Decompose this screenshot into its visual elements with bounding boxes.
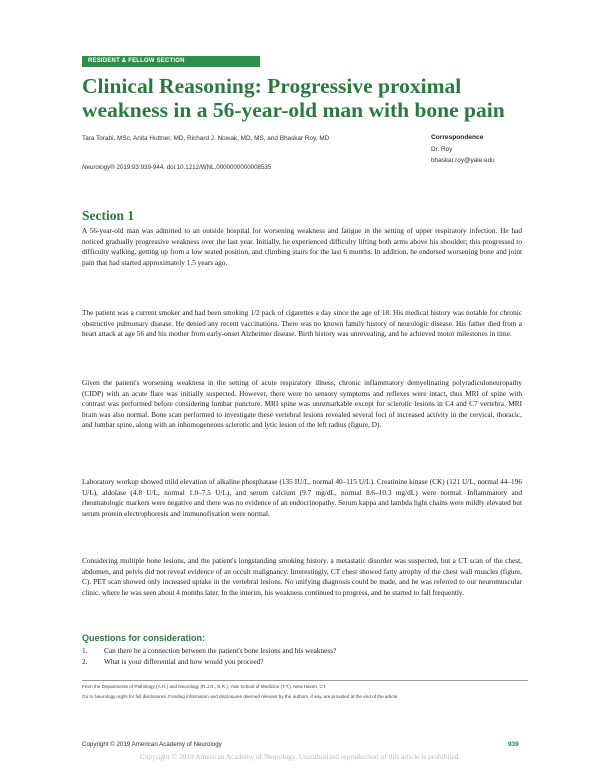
title-line-2: weakness in a 56-year-old man with bone pain — [82, 98, 505, 122]
questions-heading: Questions for consideration: — [82, 633, 206, 643]
paragraph-presentation: A 56-year-old man was admitted to an outside hospital for worsening weakness and fatigue in the setting of upper respiratory infection. He had noticed gradually progressive weakness over the last year. Initially, he experienced difficulty lifting both arms above his shoulder; this progressed to difficulty walking, getting up from a low seated position, and climbing stairs for the last 6 months. In addition, he endorsed worsening bone and joint pain that had started approximately 1.5 years ago. — [82, 226, 522, 267]
paragraph-history: The patient was a current smoker and had been smoking 1/2 pack of cigarettes a day since the age of 18. His medical history was notable for chronic obstructive pulmonary disease. He denied any recent vaccinations. There was no known family history of neurologic disease. His father died from a heart attack at age 56 and his mother from early-onset Alzheimer disease. Birth history was unrevealing, and he achieved motor milestones in time. — [82, 308, 522, 339]
question-item — [82, 657, 522, 668]
copyright-notice: Copyright © 2019 American Academy of Neurology — [82, 741, 222, 748]
paragraph-imaging: Considering multiple bone lesions, and the patient's longstanding smoking history, a metastatic disorder was suspected, but a CT scan of the chest, abdomen, and pelvis did not reveal evidence of an occult malignancy. Interestingly, CT chest showed fatty atrophy of the chest wall muscles (figure, C). PET scan showed only increased uptake in the vertebral lesions. No unifying diagnosis could be made, and he was referred to our neuromuscular clinic, where he was seen about 4 months later. In the interim, his weakness continued to progress, and he started to fall frequently. — [82, 556, 522, 597]
citation-details: ® 2019;93:939-944. doi:10.1212/WNL.0000000000008535 — [110, 164, 272, 171]
questions-list — [82, 646, 522, 667]
article-title — [82, 74, 552, 122]
correspondence-email[interactable]: bhaskar.roy@yale.edu — [431, 157, 495, 164]
copyright-watermark: Copyright © 2019 American Academy of Neurology. Unauthorized reproduction of this article is prohibited. — [139, 752, 461, 761]
question-number: 1. — [82, 646, 88, 655]
paragraph-laboratory: Laboratory workup showed mild elevation of alkaline phosphatase (135 IU/L, normal 40–115 U/L). Creatinine kinase (CK) (121 U/L, normal 44–196 U/L), aldolase (4.8 U/L, normal 1.0–7.5 U/L), and serum calcium (9.7 mg/dL, normal 8.6–10.3 mg/dL) were normal. Inflammatory and rheumatologic markers were negative and there was no evidence of an endocrinopathy. Serum kappa and lambda light chains were mildly elevated but serum protein electrophoresis and immunofixation were normal. — [82, 477, 522, 518]
disclosures-footnote: Go to Neurology.org/N for full disclosures. Funding information and disclosures deemed relevant by the authors, if any, are provided at the end of the article. — [82, 694, 399, 699]
author-list: Tara Torabi, MSc, Anita Huttner, MD, Richard J. Nowak, MD, MS, and Bhaskar Roy, MD — [82, 135, 330, 142]
citation-journal: Neurology — [82, 164, 111, 171]
correspondence-label: Correspondence — [431, 134, 484, 141]
footnote-divider — [82, 680, 528, 681]
page-number: 939 — [508, 741, 519, 748]
correspondence-name: Dr. Roy — [431, 146, 453, 153]
paragraph-workup: Given the patient's worsening weakness in the setting of acute respiratory illness, chronic inflammatory demyelinating polyradiculoneuropathy (CIDP) with an acute flare was initially suspected. However, there were no sensory symptoms and reflexes were intact, thus MRI of spine with contrast was performed before considering lumbar puncture. MRI spine was unremarkable except for sclerotic lesions in C4 and C7 vertebra. MRI brain was also normal. Bone scan performed to investigate these vertebral lesions revealed several foci of increased activity in the cervical, thoracic, and lumbar spine, along with an inhomogeneous sclerotic and lytic lesion of the left radius (figure, D). — [82, 378, 522, 430]
section-tag: RESIDENT & FELLOW SECTION — [82, 56, 260, 67]
question-text: What is your differential and how would you proceed? — [104, 656, 264, 666]
affiliations-footnote: From the Departments of Pathology (A.H.) and Neurology (R.J.N., B.R.), Yale School of Medicine (T.T.), New Haven, CT. — [82, 684, 327, 689]
title-line-1: Clinical Reasoning: Progressive proximal — [82, 74, 462, 98]
section-heading: Section 1 — [82, 208, 135, 223]
question-text: Can there be a connection between the patient's bone lesions and his weakness? — [104, 646, 337, 655]
question-number: 2. — [82, 656, 88, 666]
question-item — [82, 646, 522, 657]
citation — [82, 164, 412, 171]
